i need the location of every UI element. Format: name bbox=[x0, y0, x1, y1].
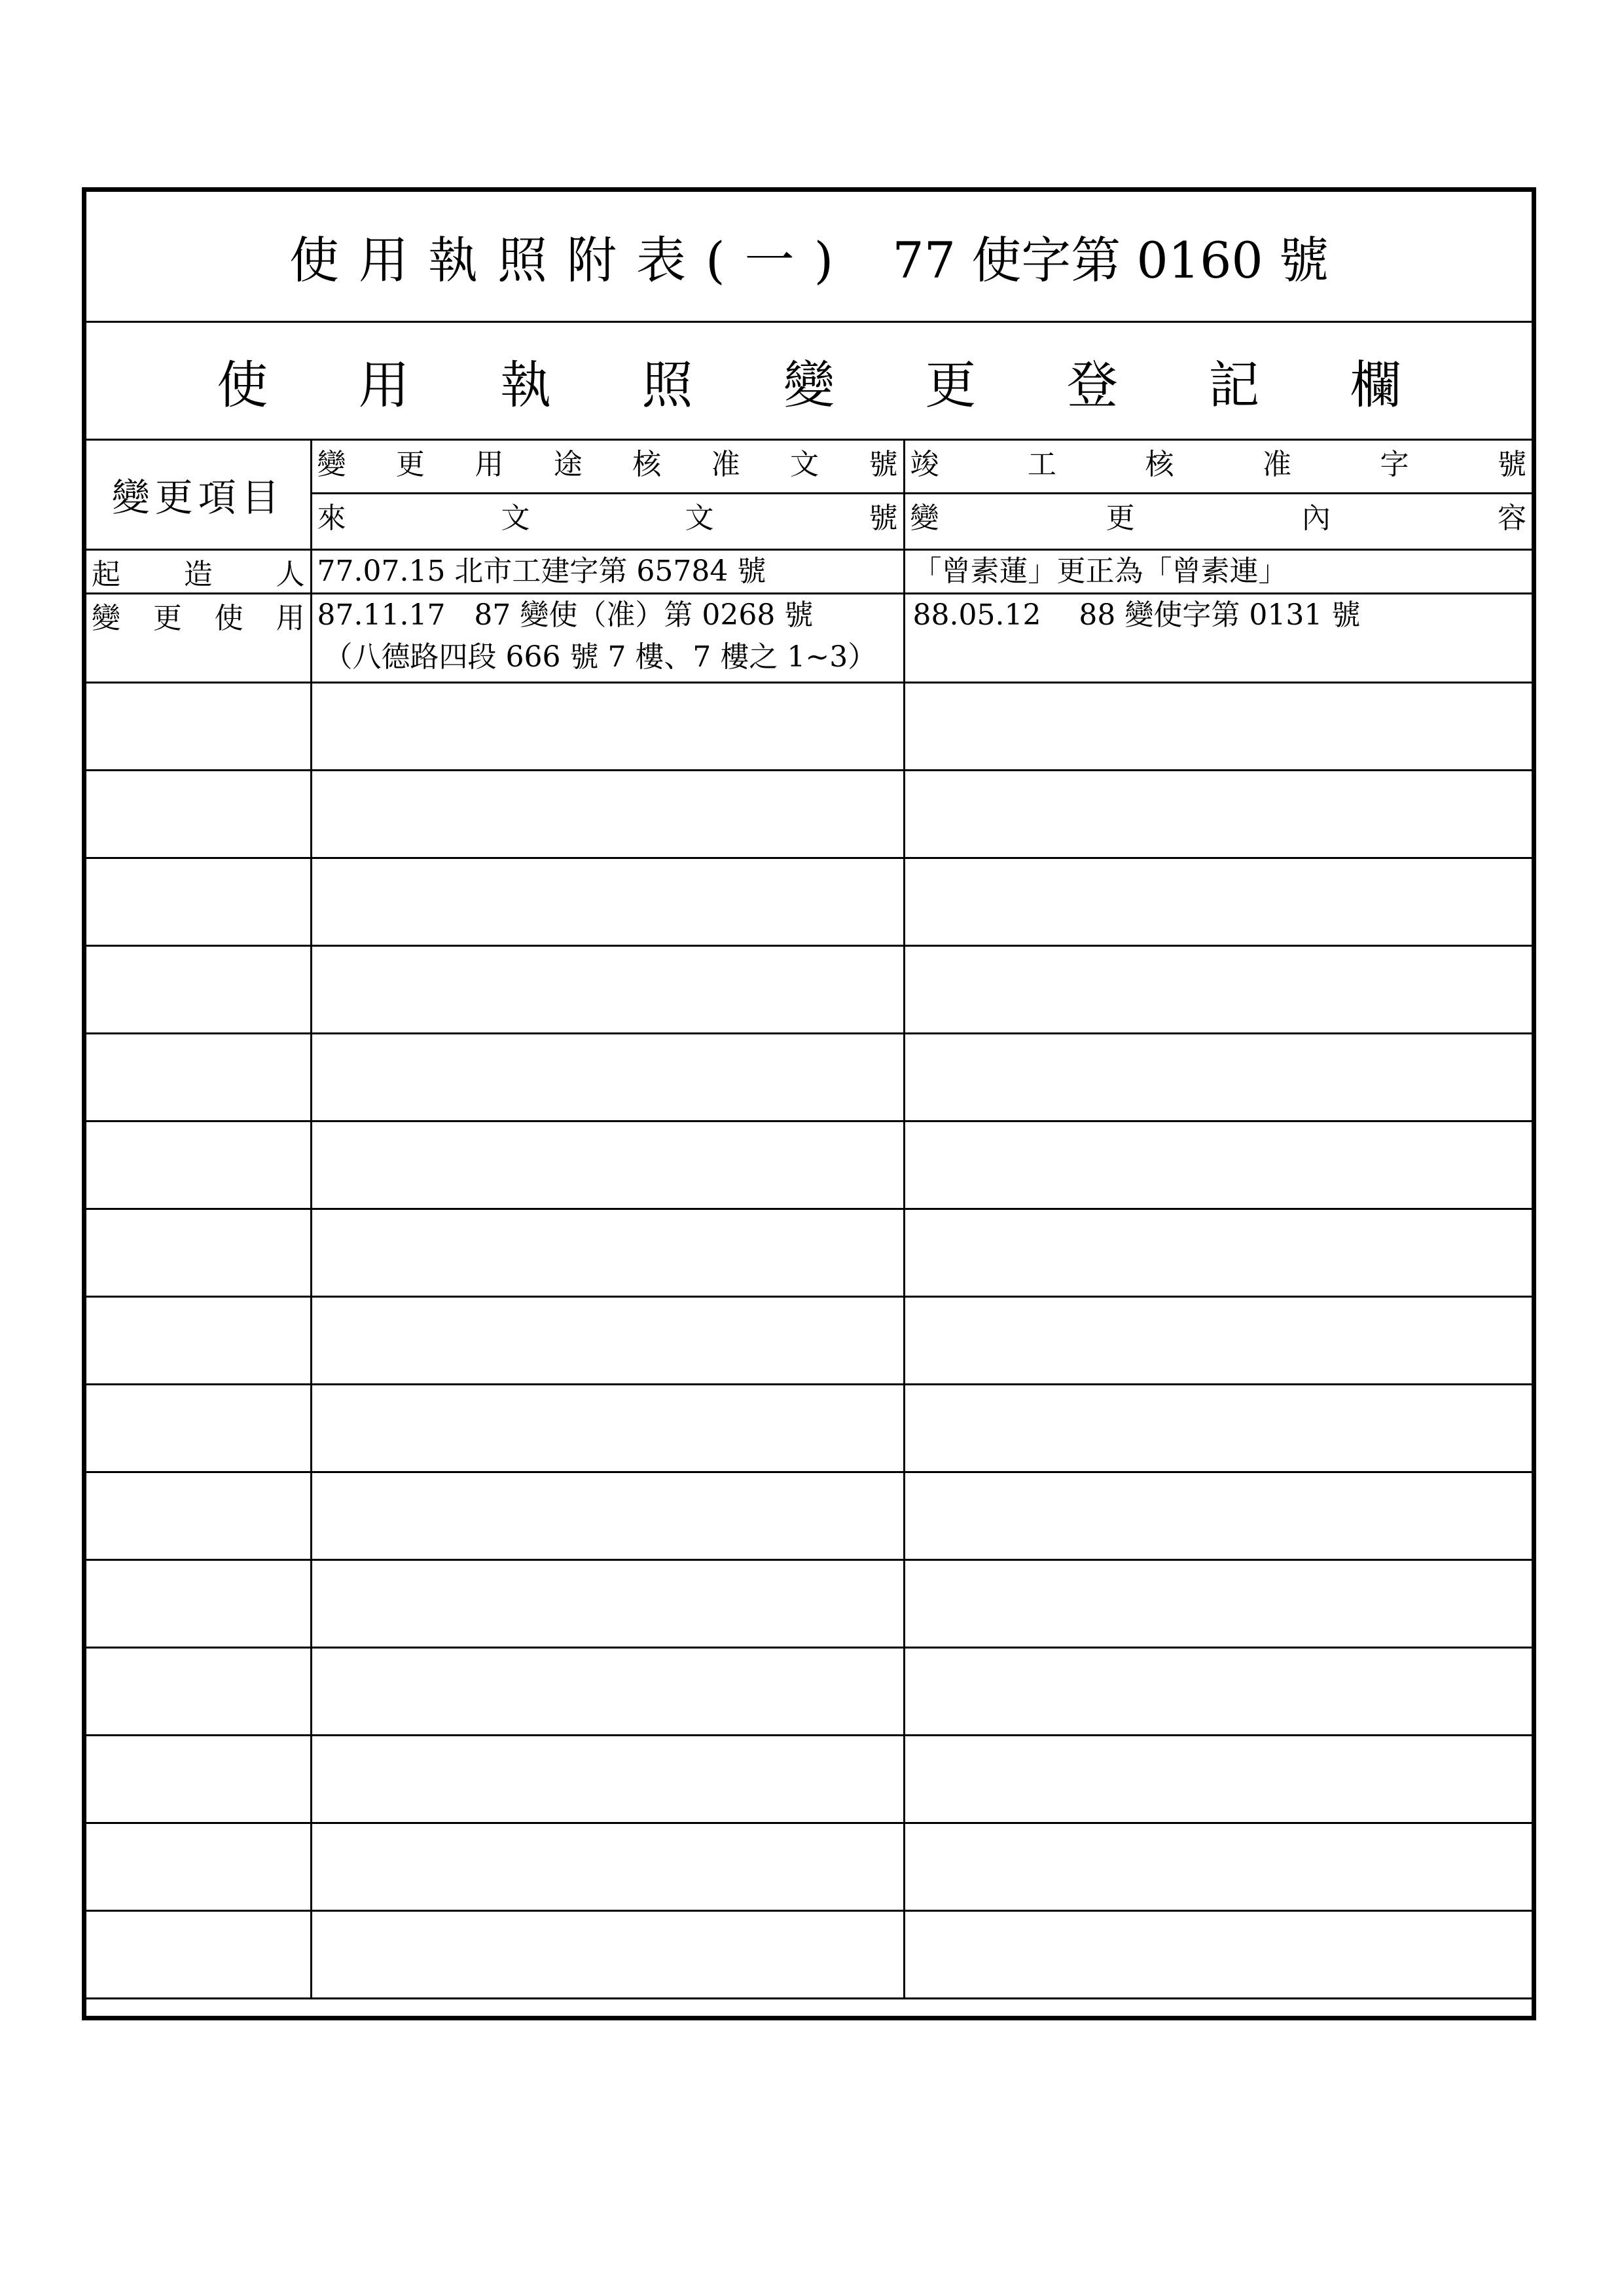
heading-char: 照 bbox=[641, 355, 693, 415]
empty-row bbox=[86, 1823, 1532, 1910]
table-row bbox=[86, 593, 1532, 682]
empty-row bbox=[86, 945, 1532, 1033]
empty-row bbox=[86, 858, 1532, 945]
change-content-cell: 「曾素蓮」更正為「曾素連」 bbox=[904, 549, 1532, 593]
license-number: 77 使字第 0160 號 bbox=[892, 231, 1329, 289]
section-heading bbox=[86, 323, 1532, 441]
heading-char: 使 bbox=[217, 355, 268, 415]
change-content-cell: 88.05.12 88 變使字第 0131 號 bbox=[904, 593, 1532, 682]
completion-approval-header: 竣 工 核 准 字 號 bbox=[904, 441, 1532, 493]
heading-char: 變 bbox=[783, 355, 835, 415]
change-item-cell: 變 更 使 用 bbox=[86, 593, 311, 682]
empty-row bbox=[86, 682, 1532, 770]
empty-row bbox=[86, 1559, 1532, 1647]
empty-row bbox=[86, 1033, 1532, 1121]
heading-char: 執 bbox=[500, 355, 552, 415]
heading-char: 用 bbox=[358, 355, 410, 415]
change-content-header: 變 更 內 容 bbox=[904, 493, 1532, 549]
usage-license-change-form bbox=[82, 187, 1536, 2020]
empty-row bbox=[86, 1121, 1532, 1209]
empty-row bbox=[86, 770, 1532, 858]
heading-char: 更 bbox=[925, 355, 977, 415]
change-register-table bbox=[86, 441, 1532, 1999]
approval-doc-header: 變 更 用 途 核 准 文 號 bbox=[311, 441, 904, 493]
empty-row bbox=[86, 1735, 1532, 1823]
incoming-doc-cell: 77.07.15 北市工建字第 65784 號 bbox=[311, 549, 904, 593]
empty-row bbox=[86, 1384, 1532, 1472]
empty-row bbox=[86, 1209, 1532, 1296]
heading-char: 登 bbox=[1066, 355, 1118, 415]
form-title-main: 使用執照附表(一) bbox=[289, 231, 854, 289]
incoming-doc-header: 來 文 文 號 bbox=[311, 493, 904, 549]
change-item-cell: 起 造 人 bbox=[86, 549, 311, 593]
heading-char: 欄 bbox=[1350, 355, 1401, 415]
form-title bbox=[86, 192, 1532, 323]
empty-row bbox=[86, 1647, 1532, 1735]
empty-row bbox=[86, 1472, 1532, 1559]
table-row bbox=[86, 549, 1532, 593]
incoming-doc-cell: 87.11.17 87 變使（准）第 0268 號 （八德路四段 666 號 7 樓、7 樓之 1~3） bbox=[311, 593, 904, 682]
heading-char: 記 bbox=[1208, 355, 1260, 415]
empty-row bbox=[86, 1296, 1532, 1384]
change-item-header: 變更項目 bbox=[86, 441, 311, 549]
empty-row bbox=[86, 1910, 1532, 1998]
table-header-row bbox=[86, 441, 1532, 493]
